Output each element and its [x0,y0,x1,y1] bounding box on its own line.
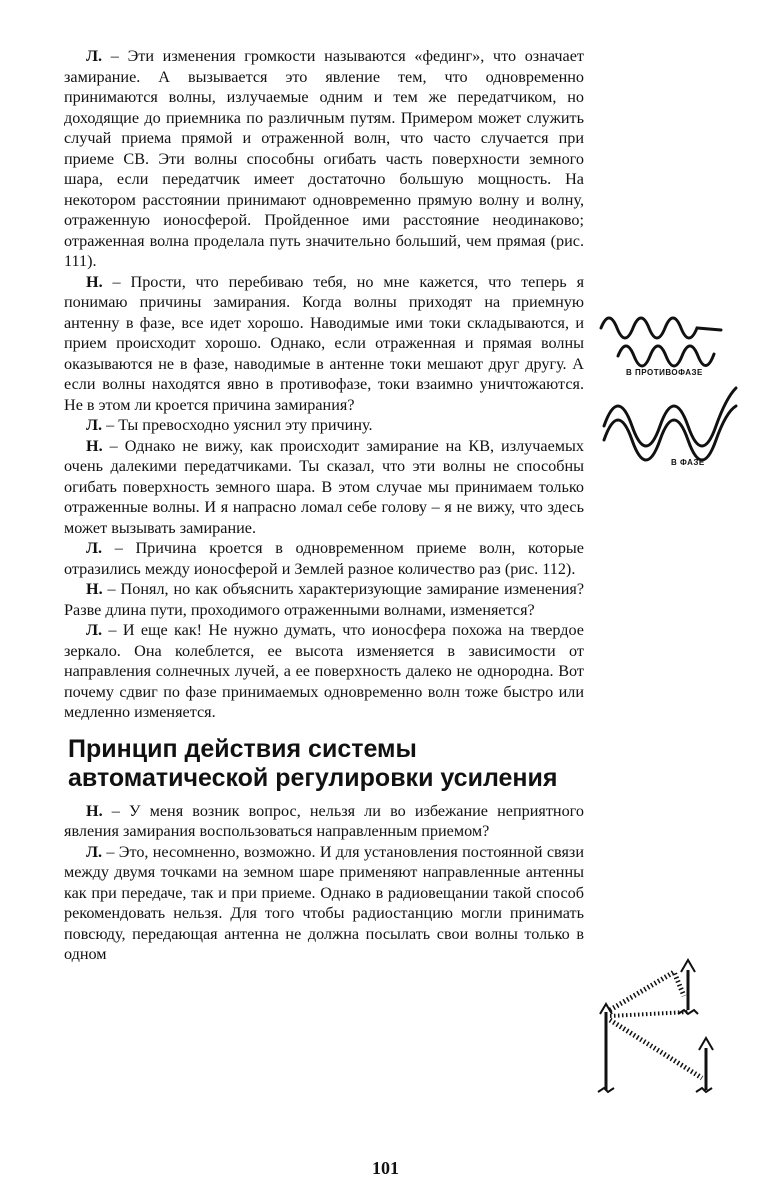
paragraph-text: Эти изменения громкости называются «фединг», что означает замирание. А вызывается это явление тем, что одновременно принимаются волны, излучаемые одним и тем же передатчиком, но доходящие до приемника по различным путям. Примером может служить случай приема прямой и отраженной волн, что часто случается при приеме СВ. Эти волны способны огибать часть поверхности земного шара, если передатчик имеет достаточно большую мощность. На некотором расстоянии принимают одновременно прямую волну и волну, отраженную ионосферой. Пройденное ими расстояние неодинаково; отраженная волна проделала путь значительно больший, чем прямая (рис. 111). [64,47,584,270]
paragraph: Л. – Это, несомненно, возможно. И для установления постоянной связи между двумя точками на земном шаре применяют направленные антенны как при передаче, так и при приеме. Однако в радиовещании такой способ рекомендовать нельзя. Для того чтобы радиостанцию могли принимать повсюду, передающая антенна не должна посылать свои волны только в одном [64,842,584,963]
speaker-label: Л. [86,416,103,434]
speaker-label: Н. [86,801,103,820]
speaker-label: Н. [86,580,103,598]
wave-path-lower [610,1020,702,1078]
paragraph: Л. – Причина кроется в одновременном приеме волн, которые отразились между ионосферой и Землей разное количество раз (рис. 112). [64,539,584,578]
paragraph: Л. – Ты превосходно уяснил эту причину. [86,416,373,434]
paragraph: Н. – Понял, но как объяснить характеризующие замирание изменения? Разве длина пути, проходимого отраженными волнами, изменяется? [64,580,584,619]
paragraph-text: Это, несомненно, возможно. И для установления постоянной связи между двумя точками на земном шаре применяют направленные антенны как при передаче, так и при приеме. Однако в радиовещании такой способ рекомендовать нельзя. Для того чтобы радиостанцию могли принимать повсюду, передающая антенна не должна посылать свои волны только в одном [64,842,584,963]
paragraph-text: И еще как! Не нужно думать, что ионосфера похожа на твердое зеркало. Она колеблется, ее высота изменяется в зависимости от направления солнечных лучей, а ее поверхность далеко не однородна. Вот почему сдвиг по фазе принимаемых одновременно волн тоже быстро или медленно изменяется. [64,621,584,721]
phase-waves-drawing [596,298,756,478]
paragraph: Л. – И еще как! Не нужно думать, что ионосфера похожа на твердое зеркало. Она колеблется, ее высота изменяется в зависимости от направления солнечных лучей, а ее поверхность далеко не однородна. Вот почему сдвиг по фазе принимаемых одновременно волн тоже быстро или медленно изменяется. [64,621,584,721]
ground-mark-right-lower [696,1088,712,1092]
paragraph: Л. – Эти изменения громкости называются «фединг», что означает замирание. А вызывается это явление тем, что одновременно принимаются волны, излучаемые одним и тем же передатчиком, но доходящие до приемника по различным путям. Примером может служить случай приема прямой и отраженной волн, что часто случается при приеме СВ. Эти волны способны огибать часть поверхности земного шара, если передатчик имеет достаточно большую мощность. На некотором расстоянии принимают одновременно прямую волну и волну, отраженную ионосферой. Пройденное ими расстояние неодинаково; отраженная волна проделала путь значительно больший, чем прямая (рис. 111). [64,47,584,270]
speaker-label: Л. [86,621,103,639]
paragraph: Н. – У меня возник вопрос, нельзя ли во избежание неприятного явления замирания воспользоваться направленным приемом? [64,801,584,840]
antiphase-wave-bottom [618,346,714,366]
wave-path-upper [610,972,684,1010]
inphase-label: В ФАЗЕ [671,458,705,467]
page-number: 101 [372,1158,399,1178]
wave-path-return [610,1012,688,1016]
inphase-wave-bottom [604,406,736,460]
phase-waves-figure [596,298,756,478]
antiphase-label: В ПРОТИВОФАЗЕ [626,368,703,377]
speaker-label: Н. [86,436,103,455]
antiphase-wave-top [601,318,721,338]
paragraph-text: Ты превосходно уяснил эту причину. [118,416,373,434]
paragraph-text: У меня возник вопрос, нельзя ли во избежание неприятного явления замирания воспользоваться направленным приемом? [64,801,584,840]
speaker-label: Л. [86,539,103,557]
ground-mark-left [598,1088,614,1092]
speaker-label: Л. [86,842,103,861]
paragraph: Н. – Однако не вижу, как происходит замирание на КВ, излучаемых очень далекими передатчиками. Ты сказал, что эти волны не способны огибать поверхность земного шара. В этом случае мы принимаем только отраженные волны. И я напрасно ломал себе голову – я не вижу, что здесь может вызывать замирание. [64,436,584,537]
paragraph-text: Причина кроется в одновременном приеме волн, которые отразились между ионосферой и Землей разное количество раз (рис. 112). [64,539,584,578]
paragraph-text: Прости, что перебиваю тебя, но мне кажется, что теперь я понимаю причины замирания. Когда волны приходят на приемную антенну в фазе, все идет хорошо. Наводимые ими токи складываются, и прием происходит хорошо. Однако, если отраженная и прямая волны оказываются не в фазе, наводимые в антенне токи мешают друг другу. А если волны находятся явно в противофазе, токи взаимно уничтожаются. Не в этом ли кроется причина замирания? [64,272,585,414]
ground-mark-right-upper [678,1010,698,1014]
paragraph-text: Однако не вижу, как происходит замирание на КВ, излучаемых очень далекими передатчиками. Ты сказал, что эти волны не способны огибать поверхность земного шара. В этом случае мы принимаем только отраженные волны. И я напрасно ломал себе голову – я не вижу, что здесь может вызывать замирание. [64,436,584,537]
paragraph-text: Понял, но как объяснить характеризующие замирание изменения? Разве длина пути, проходимого отраженными волнами, изменяется? [64,580,584,619]
text-column [64,46,584,965]
speaker-label: Л. [86,47,103,65]
speaker-label: Н. [86,272,103,291]
antenna-paths-figure [596,950,756,1145]
section-heading: Принцип действия системы автоматической регулировки усиления [68,734,558,792]
antenna-paths-drawing [596,950,756,1145]
paragraph: Н. – Прости, что перебиваю тебя, но мне кажется, что теперь я понимаю причины замирания. Когда волны приходят на приемную антенну в фазе, все идет хорошо. Наводимые ими токи складываются, и прием происходит хорошо. Однако, если отраженная и прямая волны оказываются не в фазе, наводимые в антенне токи мешают друг другу. А если волны находятся явно в противофазе, токи взаимно уничтожаются. Не в этом ли кроется причина замирания? [64,272,585,414]
